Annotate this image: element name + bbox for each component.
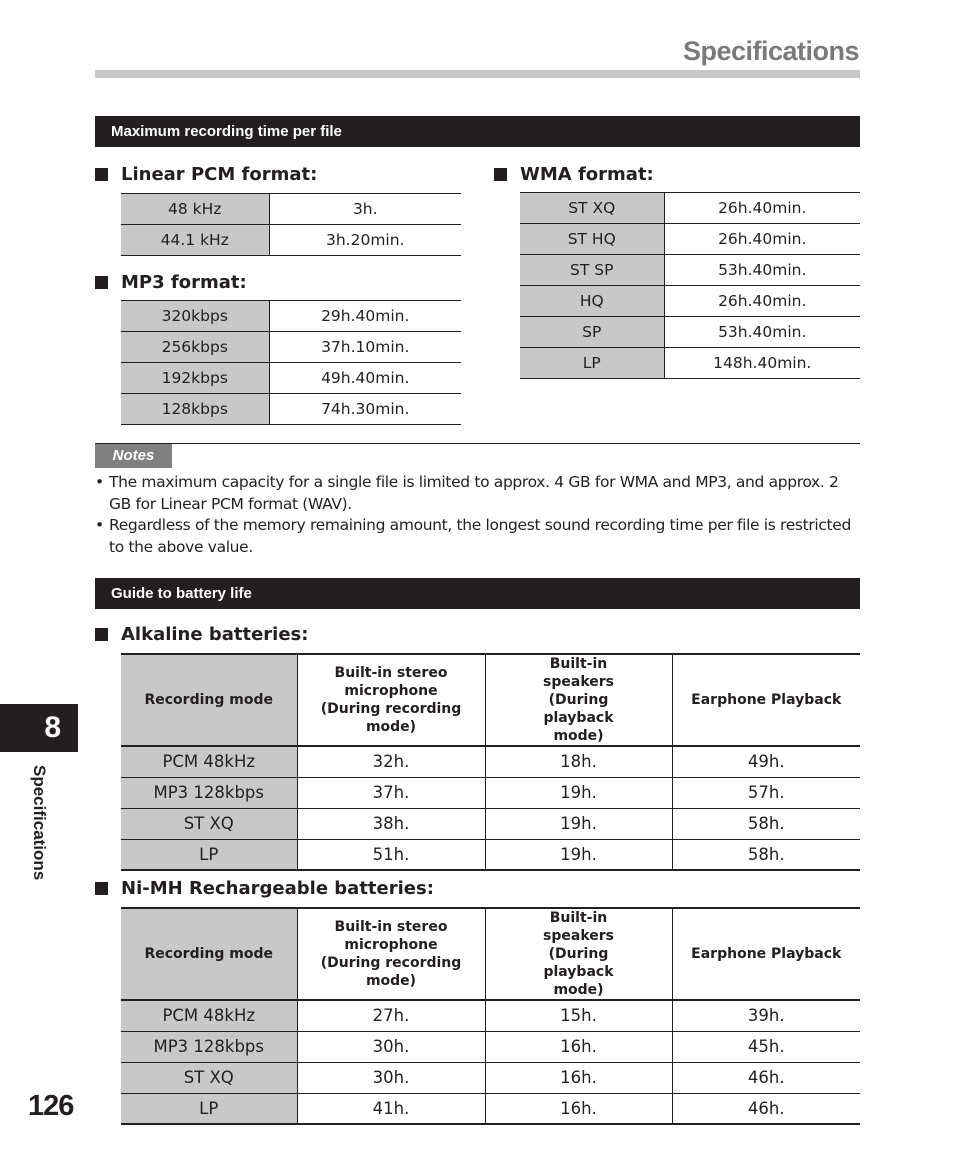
value-cell: 37h. [297,777,485,808]
value-cell: 45h. [672,1031,860,1062]
heading-wma [494,164,654,185]
value-cell: 58h. [672,839,860,870]
title-rule [95,70,860,78]
row-label-cell: HQ [520,286,664,317]
table-row [121,1062,860,1093]
alkaline-battery-table [121,653,860,871]
bullet-icon: • [95,473,104,491]
notes-label: Notes [95,444,172,468]
table-row [121,363,461,394]
page-title: Specifications [682,36,859,66]
value-cell: 30h. [297,1031,485,1062]
value-cell: 15h. [485,1000,672,1031]
row-label-cell: PCM 48kHz [121,1000,297,1031]
table-header-row [121,908,860,1000]
value-cell: 30h. [297,1062,485,1093]
heading-nimh [95,878,434,899]
row-label-cell: MP3 128kbps [121,1031,297,1062]
value-cell: 74h.30min. [269,394,461,425]
heading-text: Linear PCM format: [121,164,318,185]
value-cell: 29h.40min. [269,301,461,332]
row-label-cell: 192kbps [121,363,269,394]
square-bullet-icon [494,168,507,181]
mp3-table [121,300,461,425]
value-cell: 46h. [672,1062,860,1093]
value-cell: 19h. [485,777,672,808]
value-cell: 49h. [672,746,860,777]
value-cell: 53h.40min. [664,317,860,348]
row-label-cell: ST SP [520,255,664,286]
square-bullet-icon [95,276,108,289]
row-label-cell: ST HQ [520,224,664,255]
column-header: Earphone Playback [672,654,860,746]
nimh-battery-table [121,907,860,1125]
column-header: Built-in stereo microphone (During recording mode) [297,654,485,746]
row-label-cell: 256kbps [121,332,269,363]
value-cell: 16h. [485,1093,672,1124]
row-label-cell: PCM 48kHz [121,746,297,777]
row-label-cell: ST XQ [520,193,664,224]
table-row [121,808,860,839]
heading-text: Ni-MH Rechargeable batteries: [121,878,434,899]
value-cell: 148h.40min. [664,348,860,379]
value-cell: 41h. [297,1093,485,1124]
table-row [121,394,461,425]
row-label-cell: 44.1 kHz [121,225,269,256]
value-cell: 3h. [269,194,461,225]
table-header-row [121,654,860,746]
value-cell: 37h.10min. [269,332,461,363]
heading-text: Alkaline batteries: [121,624,309,645]
value-cell: 32h. [297,746,485,777]
page-number: 126 [28,1090,74,1122]
row-label-cell: 48 kHz [121,194,269,225]
value-cell: 26h.40min. [664,286,860,317]
value-cell: 26h.40min. [664,224,860,255]
notes-list [95,472,863,558]
value-cell: 19h. [485,808,672,839]
value-cell: 27h. [297,1000,485,1031]
table-row [520,317,860,348]
value-cell: 46h. [672,1093,860,1124]
column-header: Earphone Playback [672,908,860,1000]
column-header: Built-in speakers (During playback mode) [485,654,672,746]
square-bullet-icon [95,168,108,181]
heading-linear-pcm [95,164,317,185]
section-bar-recording-time: Maximum recording time per file [95,116,860,147]
row-label-cell: ST XQ [121,808,297,839]
note-item [95,515,863,558]
note-item [95,472,863,515]
note-text: The maximum capacity for a single file is limited to approx. 4 GB for WMA and MP3, and approx. 2 GB for Linear PCM format (WAV). [109,473,839,513]
row-label-cell: LP [520,348,664,379]
table-row [121,777,860,808]
value-cell: 18h. [485,746,672,777]
section-bar-battery-life: Guide to battery life [95,578,860,609]
column-header: Recording mode [121,908,297,1000]
row-label-cell: MP3 128kbps [121,777,297,808]
value-cell: 38h. [297,808,485,839]
row-label-cell: ST XQ [121,1062,297,1093]
table-row [121,1000,860,1031]
heading-mp3 [95,272,247,293]
table-row [121,225,461,256]
square-bullet-icon [95,882,108,895]
value-cell: 51h. [297,839,485,870]
note-text: Regardless of the memory remaining amount, the longest sound recording time per file is restricted to the above value. [109,516,851,556]
value-cell: 53h.40min. [664,255,860,286]
row-label-cell: LP [121,1093,297,1124]
row-label-cell: LP [121,839,297,870]
table-row [520,255,860,286]
value-cell: 39h. [672,1000,860,1031]
table-row [121,839,860,870]
table-row [121,1031,860,1062]
column-header: Built-in speakers (During playback mode) [485,908,672,1000]
row-label-cell: 320kbps [121,301,269,332]
table-row [520,193,860,224]
table-row [121,194,461,225]
chapter-tab: 8 [0,704,78,752]
table-row [121,332,461,363]
row-label-cell: SP [520,317,664,348]
value-cell: 26h.40min. [664,193,860,224]
value-cell: 3h.20min. [269,225,461,256]
linear-pcm-table [121,193,461,256]
value-cell: 16h. [485,1031,672,1062]
table-row [121,746,860,777]
column-header: Recording mode [121,654,297,746]
value-cell: 58h. [672,808,860,839]
chapter-label: Specifications [30,765,49,881]
bullet-icon: • [95,516,104,534]
heading-text: WMA format: [520,164,654,185]
value-cell: 49h.40min. [269,363,461,394]
value-cell: 16h. [485,1062,672,1093]
wma-table [520,192,860,379]
table-row [520,286,860,317]
value-cell: 57h. [672,777,860,808]
table-row [520,348,860,379]
notes-rule [95,443,860,444]
square-bullet-icon [95,628,108,641]
column-header: Built-in stereo microphone (During recording mode) [297,908,485,1000]
row-label-cell: 128kbps [121,394,269,425]
value-cell: 19h. [485,839,672,870]
heading-text: MP3 format: [121,272,247,293]
table-row [121,1093,860,1124]
table-row [520,224,860,255]
table-row [121,301,461,332]
heading-alkaline [95,624,308,645]
